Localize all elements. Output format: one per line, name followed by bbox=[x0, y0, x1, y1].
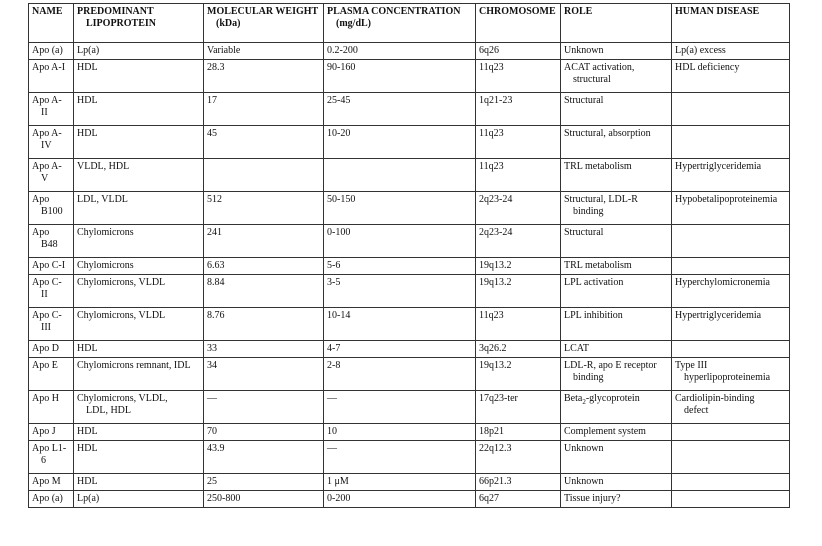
cell-plasma-concentration bbox=[324, 192, 476, 225]
cell-lipoprotein bbox=[74, 308, 204, 341]
cell-chromosome-text: 3q26.2 bbox=[479, 343, 507, 354]
header-lipoprotein: PREDOMINANT LIPOPROTEIN bbox=[74, 4, 204, 43]
cell-chromosome bbox=[476, 474, 561, 491]
cell-name bbox=[29, 93, 74, 126]
header-plasma-concentration: PLASMA CONCENTRATION (mg/dL) bbox=[324, 4, 476, 43]
cell-role-text: binding bbox=[573, 206, 604, 217]
cell-molecular-weight-text: 45 bbox=[207, 128, 217, 139]
cell-role-text: Unknown bbox=[564, 476, 604, 487]
cell-role bbox=[561, 358, 672, 391]
cell-molecular-weight bbox=[204, 275, 324, 308]
cell-plasma-concentration bbox=[324, 43, 476, 60]
table-row bbox=[29, 358, 790, 391]
cell-lipoprotein-text: Chylomicrons, VLDL bbox=[77, 310, 166, 321]
cell-role-text: TRL metabolism bbox=[564, 260, 632, 271]
cell-plasma-concentration bbox=[324, 441, 476, 474]
cell-plasma-concentration-text: 50-150 bbox=[327, 194, 356, 205]
cell-name-text: 6 bbox=[41, 455, 46, 466]
cell-lipoprotein bbox=[74, 126, 204, 159]
cell-name bbox=[29, 491, 74, 508]
cell-lipoprotein bbox=[74, 474, 204, 491]
cell-plasma-concentration-text: 4-7 bbox=[327, 343, 341, 354]
cell-plasma-concentration-text: 2-8 bbox=[327, 360, 341, 371]
cell-name-text: Apo L1- bbox=[32, 443, 67, 454]
cell-name-text: Apo bbox=[32, 194, 50, 205]
table-row bbox=[29, 225, 790, 258]
cell-lipoprotein-text: LDL, VLDL bbox=[77, 194, 128, 205]
cell-molecular-weight-text: 70 bbox=[207, 426, 217, 437]
cell-name-text: Apo A- bbox=[32, 161, 62, 172]
cell-molecular-weight-text: 43.9 bbox=[207, 443, 225, 454]
cell-name bbox=[29, 275, 74, 308]
cell-molecular-weight-text: 512 bbox=[207, 194, 222, 205]
table-body bbox=[29, 43, 790, 508]
cell-chromosome-text: 2q23-24 bbox=[479, 194, 513, 205]
cell-name-text: Apo A- bbox=[32, 95, 62, 106]
cell-plasma-concentration-text: 90-160 bbox=[327, 62, 356, 73]
cell-plasma-concentration bbox=[324, 308, 476, 341]
cell-human-disease bbox=[672, 225, 790, 258]
cell-role-text: LDL-R, apo E receptor bbox=[564, 360, 657, 371]
cell-name-text: Apo E bbox=[32, 360, 58, 371]
cell-molecular-weight bbox=[204, 225, 324, 258]
cell-chromosome bbox=[476, 424, 561, 441]
cell-human-disease bbox=[672, 126, 790, 159]
cell-human-disease-text: hyperlipoproteinemia bbox=[684, 372, 771, 383]
cell-lipoprotein-text: HDL bbox=[77, 443, 98, 454]
cell-chromosome bbox=[476, 192, 561, 225]
cell-name-text: B100 bbox=[41, 206, 63, 217]
cell-lipoprotein-text: VLDL, HDL bbox=[77, 161, 130, 172]
cell-molecular-weight-text: Variable bbox=[207, 45, 241, 56]
cell-lipoprotein bbox=[74, 43, 204, 60]
cell-chromosome bbox=[476, 441, 561, 474]
cell-chromosome bbox=[476, 308, 561, 341]
cell-human-disease bbox=[672, 341, 790, 358]
cell-chromosome-text: 22q12.3 bbox=[479, 443, 512, 454]
cell-molecular-weight-text: 8.76 bbox=[207, 310, 225, 321]
cell-molecular-weight bbox=[204, 258, 324, 275]
cell-chromosome-text: 11q23 bbox=[479, 310, 504, 321]
cell-chromosome bbox=[476, 93, 561, 126]
cell-plasma-concentration-text: 0-100 bbox=[327, 227, 351, 238]
cell-human-disease bbox=[672, 275, 790, 308]
cell-chromosome-text: 2q23-24 bbox=[479, 227, 513, 238]
cell-human-disease-text: Hypertriglyceridemia bbox=[675, 310, 762, 321]
cell-role-text: Beta$_2$-glycoprotein bbox=[564, 393, 640, 406]
cell-plasma-concentration bbox=[324, 341, 476, 358]
header-chromosome: CHROMOSOME bbox=[476, 4, 561, 43]
cell-lipoprotein bbox=[74, 275, 204, 308]
cell-name-text: Apo bbox=[32, 227, 50, 238]
cell-human-disease-text: defect bbox=[684, 405, 709, 416]
cell-molecular-weight bbox=[204, 93, 324, 126]
cell-lipoprotein bbox=[74, 225, 204, 258]
cell-plasma-concentration bbox=[324, 491, 476, 508]
cell-plasma-concentration bbox=[324, 474, 476, 491]
cell-name bbox=[29, 308, 74, 341]
cell-chromosome-text: 18p21 bbox=[479, 426, 504, 437]
cell-lipoprotein bbox=[74, 424, 204, 441]
cell-lipoprotein-text: Chylomicrons, VLDL, bbox=[77, 393, 168, 404]
cell-molecular-weight bbox=[204, 126, 324, 159]
cell-name bbox=[29, 474, 74, 491]
cell-lipoprotein-text: HDL bbox=[77, 62, 98, 73]
cell-human-disease bbox=[672, 308, 790, 341]
cell-human-disease bbox=[672, 60, 790, 93]
cell-human-disease-text: Hypobetalipoproteinemia bbox=[675, 194, 778, 205]
cell-human-disease bbox=[672, 192, 790, 225]
cell-lipoprotein bbox=[74, 391, 204, 424]
cell-role-text: Structural bbox=[564, 227, 604, 238]
cell-role-text: Structural, LDL-R bbox=[564, 194, 638, 205]
cell-chromosome-text: 11q23 bbox=[479, 62, 504, 73]
cell-molecular-weight bbox=[204, 441, 324, 474]
table-row bbox=[29, 43, 790, 60]
cell-name-text: IV bbox=[41, 140, 52, 151]
cell-molecular-weight-text: 17 bbox=[207, 95, 217, 106]
cell-name bbox=[29, 43, 74, 60]
cell-human-disease bbox=[672, 43, 790, 60]
cell-name-text: Apo J bbox=[32, 426, 56, 437]
cell-name-text: Apo C-I bbox=[32, 260, 66, 271]
cell-lipoprotein bbox=[74, 358, 204, 391]
cell-plasma-concentration bbox=[324, 358, 476, 391]
header-role: ROLE bbox=[561, 4, 672, 43]
cell-plasma-concentration-text: 10-14 bbox=[327, 310, 351, 321]
cell-role bbox=[561, 258, 672, 275]
cell-name bbox=[29, 391, 74, 424]
cell-role-text: LCAT bbox=[564, 343, 589, 354]
cell-role bbox=[561, 474, 672, 491]
cell-role-text: LPL activation bbox=[564, 277, 624, 288]
apolipoprotein-table bbox=[28, 3, 790, 508]
cell-lipoprotein-text: LDL, HDL bbox=[86, 405, 131, 416]
cell-human-disease bbox=[672, 441, 790, 474]
cell-name-text: B48 bbox=[41, 239, 58, 250]
cell-plasma-concentration-text: 10 bbox=[327, 426, 337, 437]
cell-molecular-weight bbox=[204, 43, 324, 60]
cell-name bbox=[29, 126, 74, 159]
cell-role bbox=[561, 126, 672, 159]
cell-molecular-weight bbox=[204, 474, 324, 491]
cell-molecular-weight bbox=[204, 60, 324, 93]
header-human-disease: HUMAN DISEASE bbox=[672, 4, 790, 43]
cell-name-text: II bbox=[41, 107, 48, 118]
table-row bbox=[29, 491, 790, 508]
table-row bbox=[29, 474, 790, 491]
cell-lipoprotein-text: Chylomicrons bbox=[77, 260, 134, 271]
cell-name bbox=[29, 424, 74, 441]
cell-lipoprotein bbox=[74, 491, 204, 508]
cell-role bbox=[561, 341, 672, 358]
cell-molecular-weight bbox=[204, 424, 324, 441]
cell-role-text: TRL metabolism bbox=[564, 161, 632, 172]
cell-plasma-concentration-text: 1 μM bbox=[327, 476, 349, 487]
table-row bbox=[29, 424, 790, 441]
cell-plasma-concentration bbox=[324, 275, 476, 308]
cell-name-text: Apo (a) bbox=[32, 45, 63, 56]
cell-lipoprotein bbox=[74, 93, 204, 126]
cell-lipoprotein-text: Chylomicrons bbox=[77, 227, 134, 238]
cell-molecular-weight bbox=[204, 308, 324, 341]
cell-name bbox=[29, 341, 74, 358]
cell-chromosome bbox=[476, 126, 561, 159]
cell-plasma-concentration bbox=[324, 225, 476, 258]
cell-lipoprotein bbox=[74, 441, 204, 474]
cell-role-text: Complement system bbox=[564, 426, 646, 437]
cell-molecular-weight-text: 250-800 bbox=[207, 493, 241, 504]
table-row bbox=[29, 258, 790, 275]
cell-human-disease bbox=[672, 391, 790, 424]
cell-role-text: LPL inhibition bbox=[564, 310, 623, 321]
cell-chromosome-text: 11q23 bbox=[479, 128, 504, 139]
cell-human-disease bbox=[672, 93, 790, 126]
cell-role bbox=[561, 60, 672, 93]
cell-role-text: binding bbox=[573, 372, 604, 383]
cell-human-disease-text: Hyperchylomicronemia bbox=[675, 277, 770, 288]
cell-molecular-weight bbox=[204, 491, 324, 508]
cell-role-text: Tissue injury? bbox=[564, 493, 621, 504]
cell-plasma-concentration bbox=[324, 93, 476, 126]
table-row bbox=[29, 192, 790, 225]
cell-name-text: III bbox=[41, 322, 51, 333]
cell-name-text: Apo C- bbox=[32, 310, 62, 321]
table-row bbox=[29, 93, 790, 126]
cell-chromosome-text: 19q13.2 bbox=[479, 360, 512, 371]
cell-name bbox=[29, 60, 74, 93]
cell-molecular-weight-text: 8.84 bbox=[207, 277, 225, 288]
cell-plasma-concentration-text: 25-45 bbox=[327, 95, 351, 106]
cell-molecular-weight-text: 6.63 bbox=[207, 260, 225, 271]
table-row bbox=[29, 391, 790, 424]
cell-lipoprotein bbox=[74, 192, 204, 225]
cell-chromosome-text: 6q26 bbox=[479, 45, 499, 56]
table-row bbox=[29, 308, 790, 341]
cell-role bbox=[561, 43, 672, 60]
cell-molecular-weight bbox=[204, 159, 324, 192]
cell-chromosome-text: 6q27 bbox=[479, 493, 499, 504]
cell-chromosome bbox=[476, 391, 561, 424]
cell-name bbox=[29, 358, 74, 391]
table-row bbox=[29, 275, 790, 308]
header-name: NAME bbox=[29, 4, 74, 43]
cell-molecular-weight-text: 33 bbox=[207, 343, 217, 354]
cell-lipoprotein-text: Lp(a) bbox=[77, 45, 100, 56]
cell-molecular-weight-text: 34 bbox=[207, 360, 217, 371]
cell-chromosome-text: 66p21.3 bbox=[479, 476, 512, 487]
table-row bbox=[29, 126, 790, 159]
cell-chromosome bbox=[476, 358, 561, 391]
cell-name-text: Apo M bbox=[32, 476, 61, 487]
cell-chromosome bbox=[476, 275, 561, 308]
cell-role-text: Structural, absorption bbox=[564, 128, 651, 139]
cell-chromosome-text: 19q13.2 bbox=[479, 260, 512, 271]
header-row bbox=[29, 4, 790, 43]
cell-lipoprotein-text: Lp(a) bbox=[77, 493, 100, 504]
cell-role-text: structural bbox=[573, 74, 611, 85]
cell-role-text: Structural bbox=[564, 95, 604, 106]
cell-plasma-concentration bbox=[324, 126, 476, 159]
cell-human-disease bbox=[672, 159, 790, 192]
cell-chromosome-text: 17q23-ter bbox=[479, 393, 518, 404]
cell-chromosome bbox=[476, 491, 561, 508]
cell-human-disease bbox=[672, 474, 790, 491]
cell-name bbox=[29, 225, 74, 258]
cell-chromosome bbox=[476, 60, 561, 93]
cell-human-disease-text: Type III bbox=[675, 360, 708, 371]
table-row bbox=[29, 441, 790, 474]
cell-plasma-concentration-text: — bbox=[327, 443, 337, 454]
cell-plasma-concentration-text: — bbox=[327, 393, 337, 404]
cell-chromosome-text: 11q23 bbox=[479, 161, 504, 172]
cell-lipoprotein bbox=[74, 159, 204, 192]
cell-plasma-concentration-text: 5-6 bbox=[327, 260, 341, 271]
cell-molecular-weight bbox=[204, 192, 324, 225]
cell-plasma-concentration bbox=[324, 60, 476, 93]
cell-name-text: II bbox=[41, 289, 48, 300]
cell-role bbox=[561, 308, 672, 341]
cell-plasma-concentration-text: 0.2-200 bbox=[327, 45, 358, 56]
cell-molecular-weight-text: 25 bbox=[207, 476, 217, 487]
cell-role-text: Unknown bbox=[564, 443, 604, 454]
cell-lipoprotein-text: HDL bbox=[77, 476, 98, 487]
cell-molecular-weight bbox=[204, 358, 324, 391]
cell-name-text: V bbox=[41, 173, 49, 184]
cell-human-disease bbox=[672, 491, 790, 508]
cell-lipoprotein-text: HDL bbox=[77, 426, 98, 437]
cell-role bbox=[561, 441, 672, 474]
cell-lipoprotein-text: HDL bbox=[77, 343, 98, 354]
cell-role bbox=[561, 424, 672, 441]
cell-chromosome-text: 19q13.2 bbox=[479, 277, 512, 288]
cell-name-text: Apo A- bbox=[32, 128, 62, 139]
cell-role bbox=[561, 159, 672, 192]
cell-human-disease bbox=[672, 424, 790, 441]
cell-name bbox=[29, 441, 74, 474]
cell-chromosome bbox=[476, 225, 561, 258]
cell-role bbox=[561, 192, 672, 225]
cell-plasma-concentration bbox=[324, 391, 476, 424]
cell-chromosome bbox=[476, 341, 561, 358]
cell-molecular-weight-text: 241 bbox=[207, 227, 222, 238]
cell-chromosome bbox=[476, 159, 561, 192]
cell-name-text: Apo A-I bbox=[32, 62, 66, 73]
cell-plasma-concentration-text: 0-200 bbox=[327, 493, 351, 504]
cell-chromosome bbox=[476, 43, 561, 60]
cell-plasma-concentration-text: 3-5 bbox=[327, 277, 341, 288]
cell-name-text: Apo D bbox=[32, 343, 59, 354]
cell-human-disease bbox=[672, 258, 790, 275]
cell-human-disease-text: Cardiolipin-binding bbox=[675, 393, 755, 404]
cell-name bbox=[29, 192, 74, 225]
cell-plasma-concentration bbox=[324, 424, 476, 441]
table-row bbox=[29, 341, 790, 358]
table-row bbox=[29, 159, 790, 192]
cell-name bbox=[29, 159, 74, 192]
cell-molecular-weight bbox=[204, 391, 324, 424]
cell-molecular-weight-text: 28.3 bbox=[207, 62, 225, 73]
cell-lipoprotein bbox=[74, 60, 204, 93]
cell-role bbox=[561, 391, 672, 424]
cell-molecular-weight bbox=[204, 341, 324, 358]
cell-plasma-concentration bbox=[324, 159, 476, 192]
cell-role-text: Unknown bbox=[564, 45, 604, 56]
cell-role bbox=[561, 491, 672, 508]
cell-lipoprotein-text: HDL bbox=[77, 128, 98, 139]
cell-chromosome-text: 1q21-23 bbox=[479, 95, 513, 106]
cell-lipoprotein-text: HDL bbox=[77, 95, 98, 106]
cell-lipoprotein bbox=[74, 341, 204, 358]
cell-role bbox=[561, 275, 672, 308]
cell-plasma-concentration bbox=[324, 258, 476, 275]
cell-human-disease-text: Lp(a) excess bbox=[675, 45, 726, 56]
cell-role-text: ACAT activation, bbox=[564, 62, 635, 73]
cell-role bbox=[561, 93, 672, 126]
cell-chromosome bbox=[476, 258, 561, 275]
cell-name-text: Apo (a) bbox=[32, 493, 63, 504]
cell-lipoprotein-text: Chylomicrons, VLDL bbox=[77, 277, 166, 288]
cell-name bbox=[29, 258, 74, 275]
cell-molecular-weight-text: — bbox=[207, 393, 217, 404]
cell-human-disease-text: Hypertriglyceridemia bbox=[675, 161, 762, 172]
cell-name-text: Apo C- bbox=[32, 277, 62, 288]
cell-human-disease bbox=[672, 358, 790, 391]
cell-plasma-concentration-text: 10-20 bbox=[327, 128, 351, 139]
cell-lipoprotein bbox=[74, 258, 204, 275]
table-row bbox=[29, 60, 790, 93]
cell-name-text: Apo H bbox=[32, 393, 59, 404]
cell-role bbox=[561, 225, 672, 258]
header-molecular-weight: MOLECULAR WEIGHT (kDa) bbox=[204, 4, 324, 43]
cell-human-disease-text: HDL deficiency bbox=[675, 62, 740, 73]
cell-lipoprotein-text: Chylomicrons remnant, IDL bbox=[77, 360, 191, 371]
